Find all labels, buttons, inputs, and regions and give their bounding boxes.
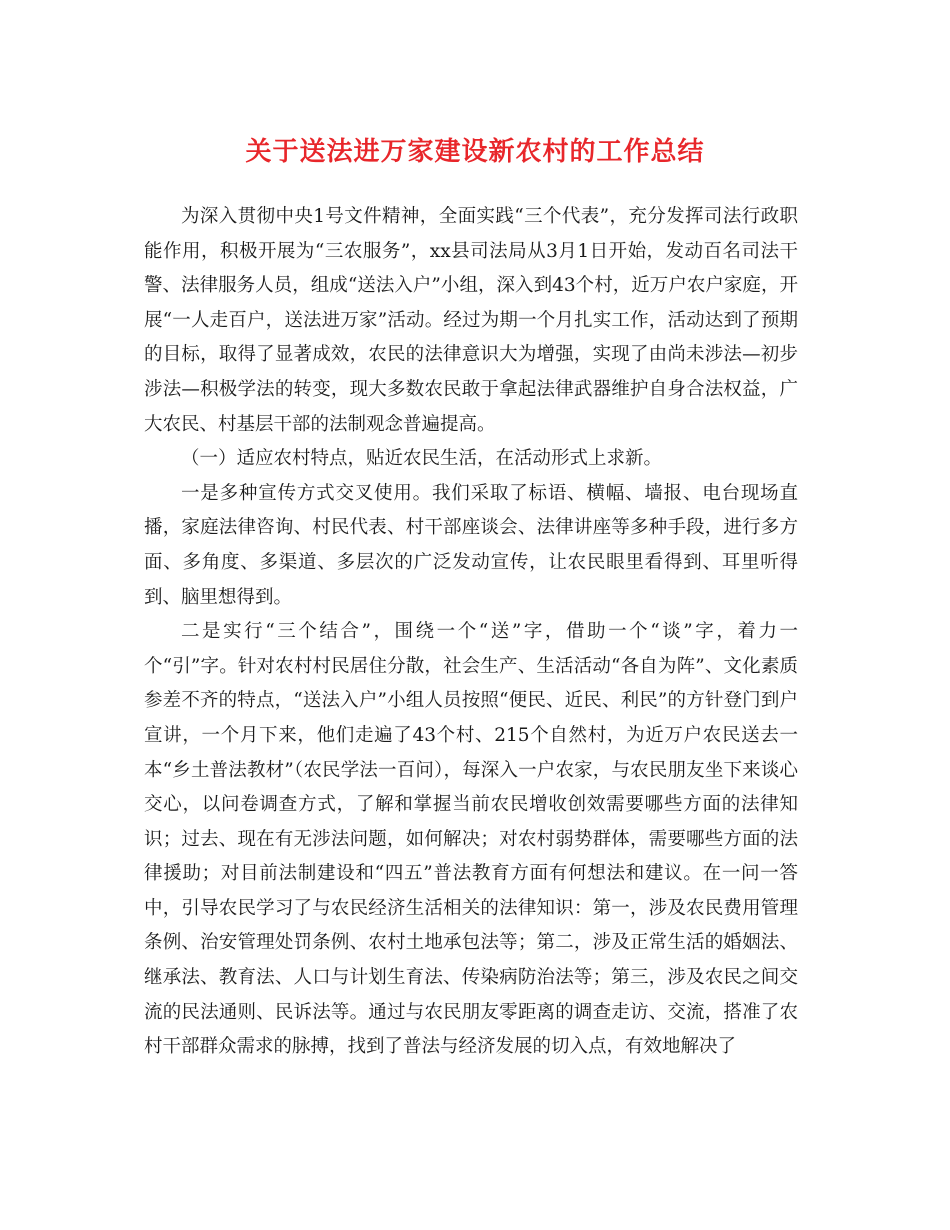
document-body [144,200,798,1065]
paragraph-point-1: 一是多种宣传方式交叉使用。我们采取了标语、横幅、墙报、电台现场直播，家庭法律咨询、村民代表、村干部座谈会、法律讲座等多种手段，进行多方面、多角度、多渠道、多层次的广泛发动宣传，让农民眼里看得到、耳里听得到、脑里想得到。 [144,482,798,608]
paragraph-point-2: 二是实行“三个结合”，围绕一个“送”字，借助一个“谈”字，着力一个“引”字。针对农村村民居住分散，社会生产、生活活动“各自为阵”、文化素质参差不齐的特点，“送法入户”小组人员按照“便民、近民、利民”的方针登门到户宣讲，一个月下来，他们走遍了43个村、215个自然村，为近万户农民送去一本“乡土普法教材”（农民学法一百问），每深入一户农家，与农民朋友坐下来谈心交心，以问卷调查方式，了解和掌握当前农民增收创效需要哪些方面的法律知识；过去、现在有无涉法问题，如何解决；对农村弱势群体，需要哪些方面的法律援助；对目前法制建设和“四五”普法教育方面有何想法和建议。在一问一答中，引导农民学习了与农民经济生活相关的法律知识：第一，涉及农民费用管理条例、治安管理处罚条例、农村土地承包法等；第二，涉及正常生活的婚姻法、继承法、教育法、人口与计划生育法、传染病防治法等；第三，涉及农民之间交流的民法通则、民诉法等。通过与农民朋友零距离的调查走访、交流，搭准了农村干部群众需求的脉搏，找到了普法与经济发展的切入点，有效地解决了 [144,621,798,1058]
paragraph-intro: 为深入贯彻中央1号文件精神，全面实践“三个代表”，充分发挥司法行政职能作用，积极开展为“三农服务”，xx县司法局从3月1日开始，发动百名司法干警、法律服务人员，组成“送法入户”小组，深入到43个村，近万户农户家庭，开展“一人走百户，送法进万家”活动。经过为期一个月扎实工作，活动达到了预期的目标，取得了显著成效，农民的法律意识大为增强，实现了由尚未涉法—初步涉法—积极学法的转变，现大多数农民敢于拿起法律武器维护自身合法权益，广大农民、村基层干部的法制观念普遍提高。 [144,206,798,435]
paragraph-section-1-heading: （一）适应农村特点，贴近农民生活，在活动形式上求新。 [181,448,663,470]
document-title: 关于送法进万家建设新农村的工作总结 [245,137,705,167]
